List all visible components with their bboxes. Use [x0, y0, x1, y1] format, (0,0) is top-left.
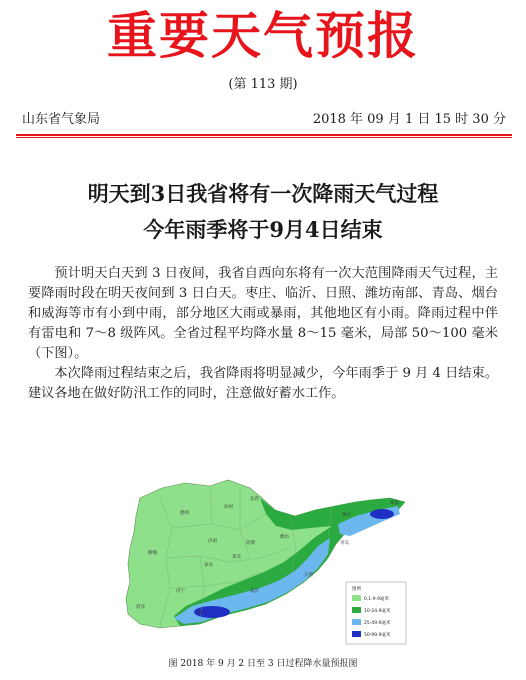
- map-region-darkblue-east: [370, 509, 394, 519]
- paragraph-2: 本次降雨过程结束之后，我省降雨将明显减少，今年雨季于 9 月 4 日结束。建议各地在做好防汛工作的同时，注意做好蓄水工作。: [28, 366, 498, 401]
- legend-label: 0.1-9.9毫米: [364, 597, 389, 602]
- city-label: 聊城: [148, 551, 157, 556]
- legend-swatch: [352, 607, 361, 613]
- legend-swatch: [352, 595, 361, 601]
- legend-swatch: [352, 619, 361, 625]
- precipitation-map-svg: [100, 458, 430, 654]
- city-label: 日照: [304, 573, 313, 578]
- masthead: [0, 6, 526, 66]
- headline-line-2: 今年雨季将于9月4日结束: [143, 217, 383, 242]
- header-rule: [16, 134, 512, 136]
- headline-line-1: 明天到3日我省将有一次降雨天气过程: [87, 181, 439, 206]
- precipitation-map: [100, 458, 430, 654]
- header-rule-thin: [16, 137, 512, 138]
- city-label: 威海: [390, 501, 399, 506]
- city-label: 济宁: [176, 589, 185, 594]
- figure-caption: 图 2018 年 9 月 2 日至 3 日过程降水量预报图: [168, 659, 358, 669]
- city-label: 青岛: [340, 541, 349, 546]
- city-label: 东营: [250, 497, 259, 502]
- city-label: 莱芜: [232, 555, 241, 560]
- issuing-agency: 山东省气象局: [22, 112, 101, 127]
- legend-label: 25-49.9毫米: [364, 621, 391, 626]
- issue-number: (第 113 期): [228, 77, 298, 92]
- body-text: [28, 264, 498, 404]
- city-label: 菏泽: [136, 605, 145, 610]
- city-label: 济南: [208, 539, 217, 544]
- city-label: 泰安: [204, 563, 213, 568]
- meta-row: [22, 110, 506, 130]
- city-label: 潍坊: [280, 535, 289, 540]
- city-label: 枣庄: [196, 611, 205, 616]
- city-label: 烟台: [342, 513, 351, 518]
- masthead-title: 重要天气预报: [107, 7, 419, 65]
- legend-label: 10-24.9毫米: [364, 609, 391, 614]
- issue-date: 2018 年 09 月 1 日 15 时 30 分: [312, 112, 506, 127]
- legend-swatch: [352, 631, 361, 637]
- legend-label: 50-99.9毫米: [364, 633, 391, 638]
- paragraph-1: 预计明天白天到 3 日夜间，我省自西向东将有一次大范围降雨天气过程，主要降雨时段在明天夜间到 3 日白天。枣庄、临沂、日照、潍坊南部、青岛、烟台和威海等市有小到中雨，部分地区大雨或暴雨，其他地区有小雨。降雨过程中伴有雷电和 7～8 级阵风。全省过程平均降水量 8～15 毫米，局部 50～100 毫米（下图）。: [28, 266, 498, 361]
- city-label: 淄博: [246, 541, 255, 546]
- map-legend: [346, 582, 406, 644]
- city-label: 德州: [180, 511, 189, 516]
- city-label: 滨州: [224, 505, 233, 510]
- city-label: 临沂: [250, 589, 259, 594]
- legend-title: 图例: [352, 587, 361, 592]
